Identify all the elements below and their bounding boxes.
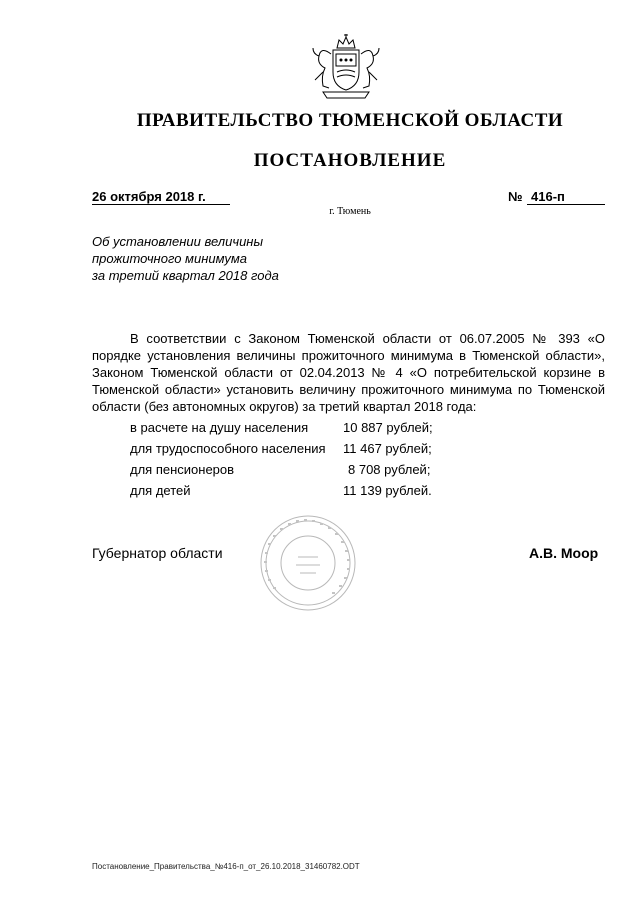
subject-line: за третий квартал 2018 года bbox=[92, 268, 279, 283]
footer-filename: Постановление_Правительства_№416-п_от_26.10.2018_31460782.ODT bbox=[92, 862, 360, 871]
row-label: для трудоспособного населения bbox=[130, 441, 326, 456]
coat-of-arms-icon bbox=[301, 32, 391, 102]
number-sign: № bbox=[508, 189, 523, 204]
row-value: 10 887 рублей; bbox=[343, 420, 433, 435]
document-date: 26 октября 2018 г. bbox=[92, 189, 230, 205]
row-label: в расчете на душу населения bbox=[130, 420, 309, 435]
organization-title: ПРАВИТЕЛЬСТВО ТЮМЕНСКОЙ ОБЛАСТИ bbox=[136, 110, 564, 131]
row-label: для пенсионеров bbox=[130, 462, 235, 477]
subject-line: Об установлении величины bbox=[92, 234, 264, 249]
document-number: 416-п bbox=[527, 189, 605, 205]
row-value: 11 467 рублей; bbox=[343, 441, 432, 456]
official-seal-icon bbox=[258, 513, 358, 613]
row-label: для детей bbox=[130, 483, 191, 498]
row-value: 11 139 рублей. bbox=[343, 483, 432, 498]
signatory-name: А.В. Моор bbox=[529, 545, 599, 561]
document-city: г. Тюмень bbox=[329, 206, 371, 217]
signatory-title: Губернатор области bbox=[92, 545, 223, 561]
row-value: 8 708 рублей; bbox=[348, 462, 431, 477]
document-type: ПОСТАНОВЛЕНИЕ bbox=[253, 150, 447, 171]
subject-line: прожиточного минимума bbox=[92, 251, 247, 266]
document-subject bbox=[92, 233, 279, 284]
body-paragraph: В соответствии с Законом Тюменской области от 06.07.2005 № 393 «О порядке установления величины прожиточного минимума в Тюменской области», Законом Тюменской области от 02.04.2013 № 4 «О потребительской корзине в Тюменской области» установить величину прожиточного минимума по Тюменской области (без автономных округов) за третий квартал 2018 года: bbox=[92, 331, 605, 414]
